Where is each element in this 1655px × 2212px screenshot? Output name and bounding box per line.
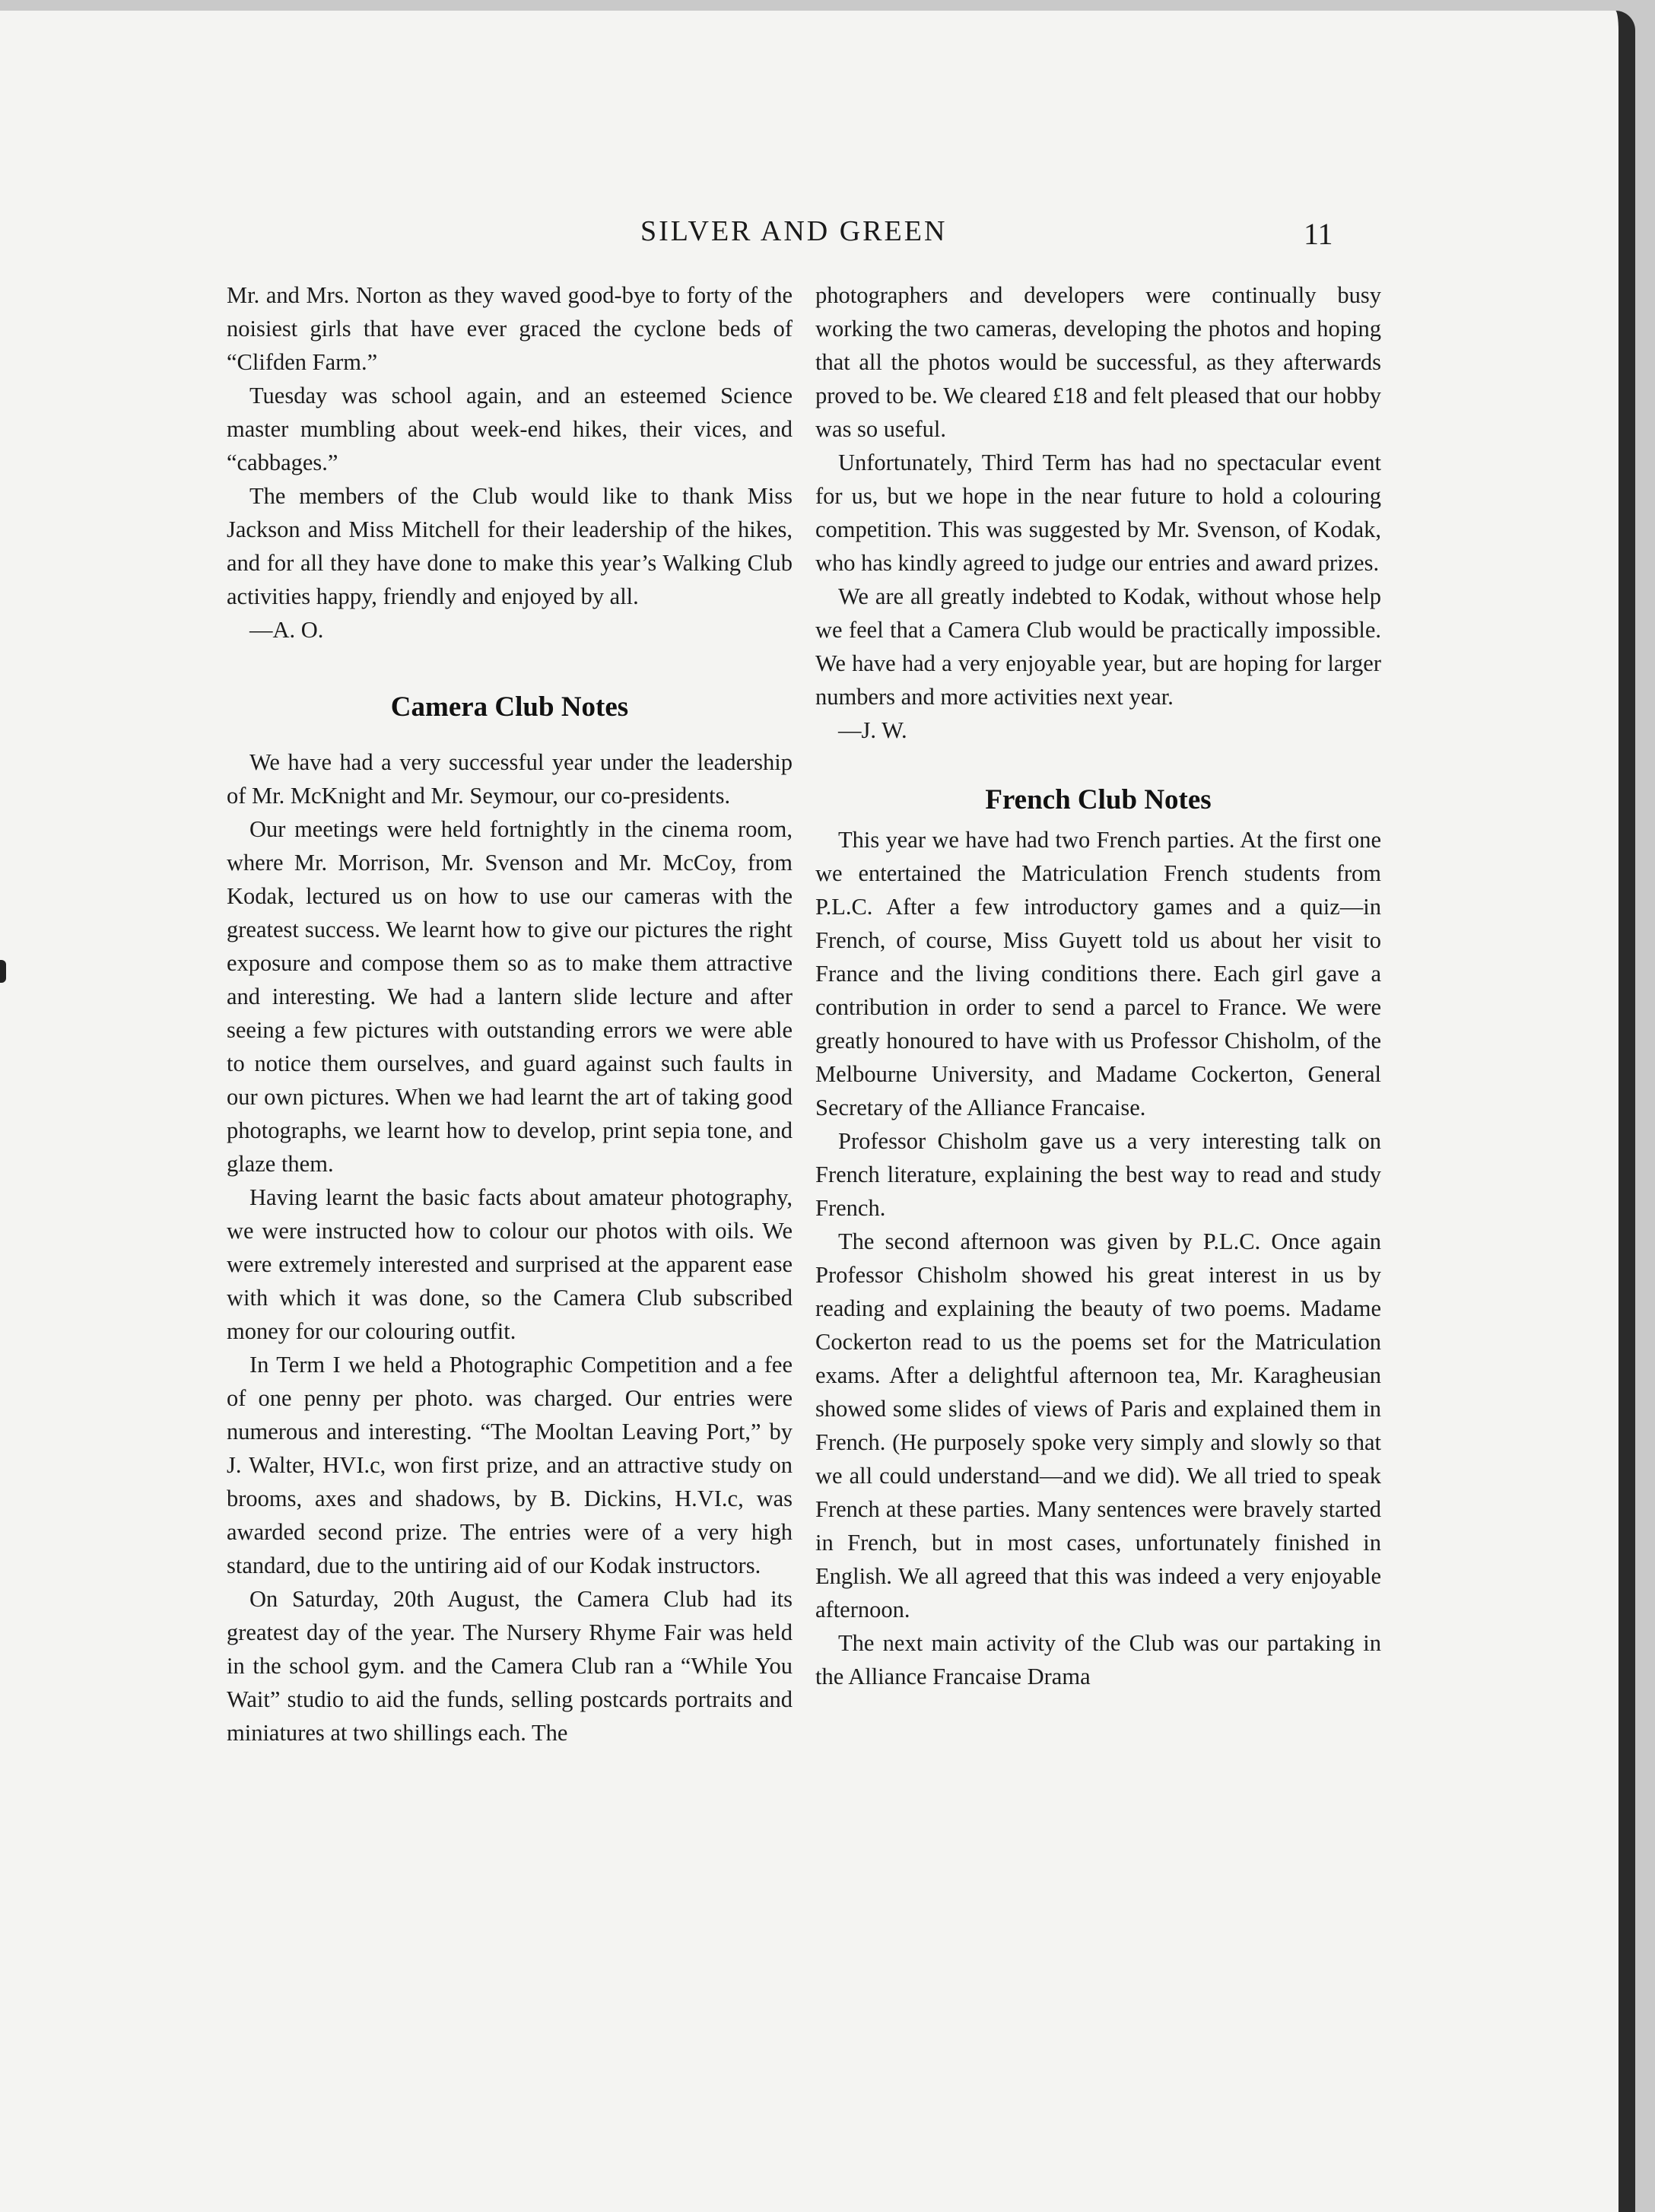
right-column [815,278,1381,1693]
paragraph: The next main activity of the Club was our partaking in the Alliance Francaise Drama [815,1630,1381,1689]
paragraph: The second afternoon was given by P.L.C. Once again Professor Chisholm showed his great interest in us by reading and explaining the beauty of two poems. Madame Cockerton read to us the poems set for the Matriculation exams. After a delightful afternoon tea, Mr. Karagheusian showed some slides of views of Paris and explained them in French. (He purposely spoke very simply and slowly so that we all could understand—and we did). We all tried to speak French at these parties. Many sentences were bravely started in French, but in most cases, unfortunately finished in English. We all agreed that this was indeed a very enjoyable afternoon. [815,1228,1381,1622]
running-header [0,215,1635,253]
paragraph: Mr. and Mrs. Norton as they waved good-bye to forty of the noisiest girls that have ever graced the cyclone beds of “Clifden Farm.” [227,282,793,375]
publication-title: SILVER AND GREEN [640,215,948,247]
paragraph: Tuesday was school again, and an esteemed Science master mumbling about week-end hikes, their vices, and “cabbages.” [227,383,793,475]
paragraph: Our meetings were held fortnightly in the cinema room, where Mr. Morrison, Mr. Svenson and Mr. McCoy, from Kodak, lectured us on how to use our cameras with the greatest success. We learnt how to give our pictures the right exposure and compose them so as to make them attractive and interesting. We had a lantern slide lecture and after seeing a few pictures with outstanding errors we were able to notice them ourselves, and guard against such faults in our own pictures. When we had learnt the art of taking good photographs, we learnt how to develop, print sepia tone, and glaze them. [227,816,793,1177]
paragraph: Unfortunately, Third Term has had no spectacular event for us, but we hope in the near future to hold a colouring competition. This was suggested by Mr. Svenson, of Kodak, who has kindly agreed to judge our entries and award prizes. [815,450,1381,576]
author-signature: —A. O. [249,617,324,643]
page [0,11,1635,2212]
section-heading-camera-club: Camera Club Notes [390,691,629,723]
paragraph: We are all greatly indebted to Kodak, without whose help we feel that a Camera Club would be practically impossible. We have had a very enjoyable year, but are hoping for larger numbers and more activities next year. [815,583,1381,710]
paragraph: Professor Chisholm gave us a very interesting talk on French literature, explaining the best way to read and study French. [815,1128,1381,1221]
paragraph: On Saturday, 20th August, the Camera Club had its greatest day of the year. The Nursery Rhyme Fair was held in the school gym. and the Camera Club ran a “While You Wait” studio to aid the funds, selling postcards portraits and miniatures at two shillings each. The [227,1586,793,1746]
paragraph: This year we have had two French parties. At the first one we entertained the Matriculation French students from P.L.C. After a few introductory games and a quiz—in French, of course, Miss Guyett told us about her visit to France and the living conditions there. Each girl gave a contribution in order to send a parcel to France. We were greatly honoured to have with us Professor Chisholm, of the Melbourne University, and Madame Cockerton, General Secretary of the Alliance Francaise. [815,827,1381,1120]
paragraph: Having learnt the basic facts about amateur photography, we were instructed how to colour our photos with oils. We were extremely interested and surprised at the apparent ease with which it was done, so the Camera Club subscribed money for our colouring outfit. [227,1184,793,1344]
page-number: 11 [1304,217,1333,251]
paragraph: In Term I we held a Photographic Competition and a fee of one penny per photo. was charged. Our entries were numerous and interesting. “The Mooltan Leaving Port,” by J. Walter, HVI.c, won first prize, and an attractive study on brooms, axes and shadows, by B. Dickins, H.VI.c, was awarded second prize. The entries were of a very high standard, due to the untiring aid of our Kodak instructors. [227,1352,793,1578]
paragraph: The members of the Club would like to thank Miss Jackson and Miss Mitchell for their leadership of the hikes, and for all they have done to make this year’s Walking Club activities happy, friendly and enjoyed by all. [227,483,793,609]
left-column [227,278,793,1750]
binding-mark [0,960,6,983]
author-signature: —J. W. [838,717,907,743]
paragraph: photographers and developers were continually busy working the two cameras, developing the photos and hoping that all the photos would be successful, as they afterwards proved to be. We cleared £18 and felt pleased that our hobby was so useful. [815,282,1381,442]
section-heading-french-club: French Club Notes [985,784,1212,815]
paragraph: We have had a very successful year under the leadership of Mr. McKnight and Mr. Seymour, our co-presidents. [227,749,793,809]
